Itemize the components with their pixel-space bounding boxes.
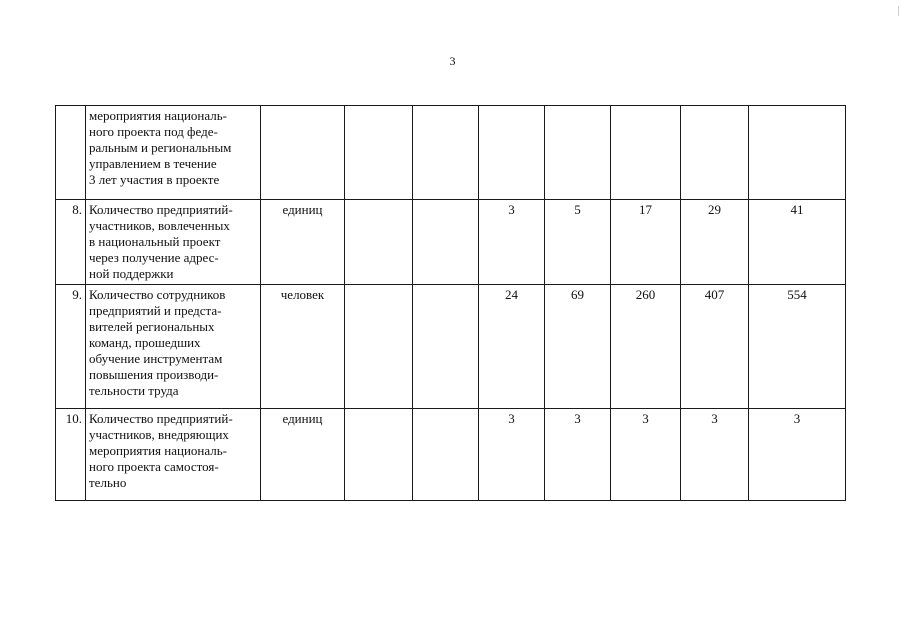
indicator-name-line: вителей региональных [89, 319, 215, 334]
indicator-name [86, 285, 261, 409]
indicator-name-line: ного проекта самостоя- [89, 459, 219, 474]
indicator-name-line: управлением в течение [89, 156, 217, 171]
table-row [56, 200, 846, 285]
table-row [56, 106, 846, 200]
value-cell [681, 106, 749, 200]
indicator-name-line: участников, вовлеченных [89, 218, 230, 233]
indicator-name [86, 200, 261, 285]
unit-cell: человек [261, 285, 345, 409]
value-cell: 3 [479, 409, 545, 501]
indicator-name-line: повышения производи- [89, 367, 219, 382]
indicator-name-line: мероприятия националь- [89, 443, 227, 458]
indicator-name-line: ральным и региональным [89, 140, 232, 155]
value-cell: 260 [611, 285, 681, 409]
row-number: 10. [56, 409, 86, 501]
unit-cell [261, 106, 345, 200]
value-cell: 3 [479, 200, 545, 285]
indicator-name-line: тельности труда [89, 383, 179, 398]
value-cell [345, 200, 413, 285]
indicator-name-line: участников, внедряющих [89, 427, 229, 442]
value-cell: 3 [611, 409, 681, 501]
value-cell: 3 [681, 409, 749, 501]
indicator-name-line: ного проекта под феде- [89, 124, 218, 139]
indicators-table [55, 105, 846, 501]
indicator-name-line: мероприятия националь- [89, 108, 227, 123]
value-cell: 3 [545, 409, 611, 501]
value-cell: 41 [749, 200, 846, 285]
value-cell [345, 285, 413, 409]
indicator-name-line: Количество предприятий- [89, 411, 233, 426]
indicator-name-line: 3 лет участия в проекте [89, 172, 220, 187]
value-cell: 24 [479, 285, 545, 409]
indicator-name-line: в национальный проект [89, 234, 221, 249]
table-body [56, 106, 846, 501]
value-cell: 407 [681, 285, 749, 409]
value-cell: 69 [545, 285, 611, 409]
value-cell: 3 [749, 409, 846, 501]
value-cell [749, 106, 846, 200]
indicator-name [86, 409, 261, 501]
table-row [56, 409, 846, 501]
indicator-name-line: команд, прошедших [89, 335, 201, 350]
row-number: 9. [56, 285, 86, 409]
page-number: 3 [449, 54, 456, 68]
row-number [56, 106, 86, 200]
value-cell: 29 [681, 200, 749, 285]
indicator-name-line: предприятий и предста- [89, 303, 222, 318]
value-cell [545, 106, 611, 200]
table-row [56, 285, 846, 409]
value-cell: 554 [749, 285, 846, 409]
value-cell [345, 106, 413, 200]
value-cell [413, 285, 479, 409]
indicator-name-line: обучение инструментам [89, 351, 223, 366]
unit-cell: единиц [261, 200, 345, 285]
indicator-name-line: через получение адрес- [89, 250, 219, 265]
indicator-name-line: Количество сотрудников [89, 287, 226, 302]
value-cell: 5 [545, 200, 611, 285]
value-cell [479, 106, 545, 200]
value-cell [413, 409, 479, 501]
value-cell [413, 200, 479, 285]
indicator-name-line: тельно [89, 475, 127, 490]
indicator-name-line: Количество предприятий- [89, 202, 233, 217]
value-cell: 17 [611, 200, 681, 285]
unit-cell: единиц [261, 409, 345, 501]
row-number: 8. [56, 200, 86, 285]
indicator-name [86, 106, 261, 200]
indicator-name-line: ной поддержки [89, 266, 174, 281]
value-cell [345, 409, 413, 501]
value-cell [413, 106, 479, 200]
value-cell [611, 106, 681, 200]
scan-mark [898, 6, 899, 16]
